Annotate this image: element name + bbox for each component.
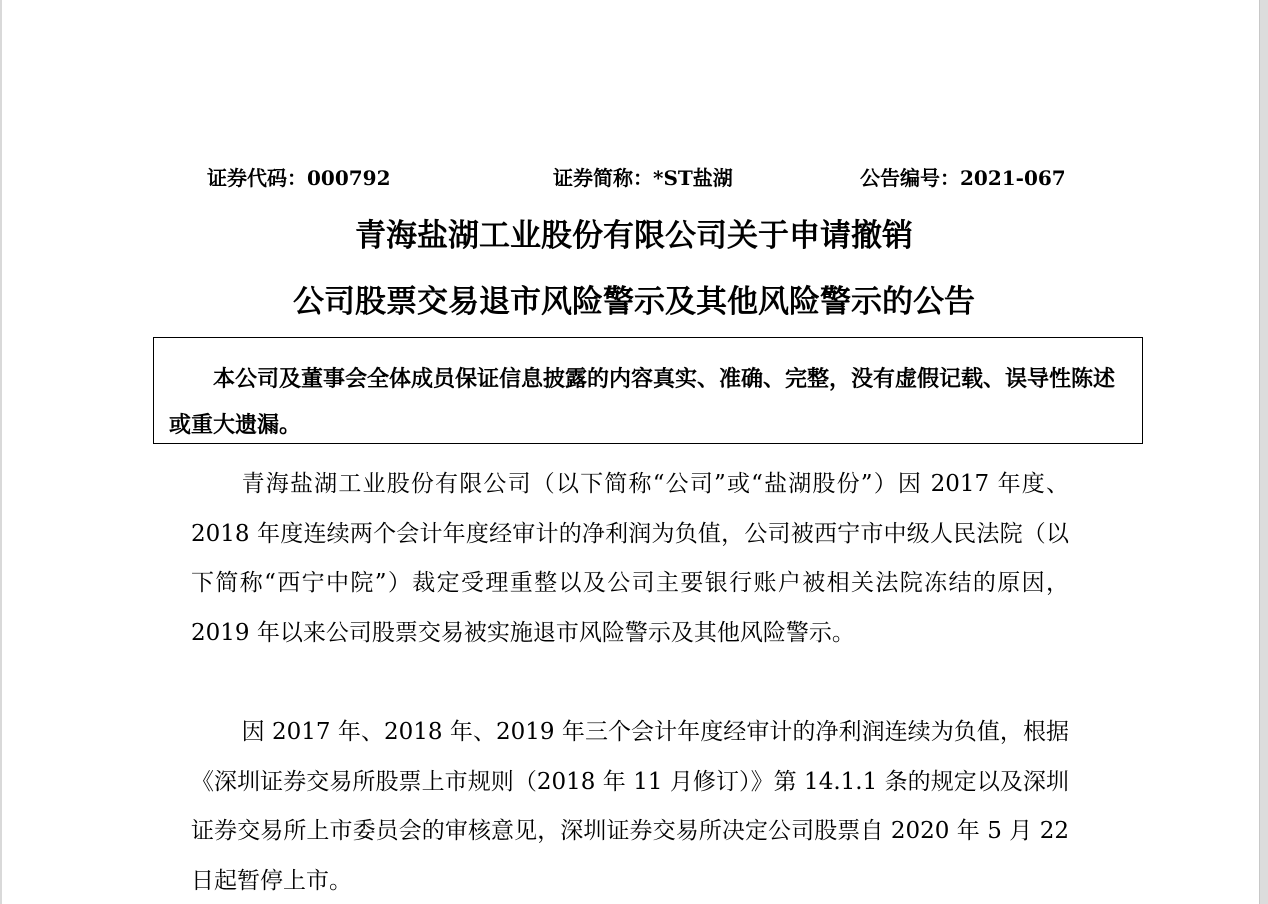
page-left-edge	[0, 0, 2, 904]
stock-short-name: 证券简称：*ST盐湖	[553, 166, 733, 190]
window-right-edge	[1259, 0, 1268, 904]
board-guarantee-notice-text: 本公司及董事会全体成员保证信息披露的内容真实、准确、完整，没有虚假记载、误导性陈述或重大遗漏。	[169, 366, 1116, 438]
body-paragraph: 因 2017 年、2018 年、2019 年三个会计年度经审计的净利润连续为负值，根据《深圳证券交易所股票上市规则（2018 年 11 月修订）》第 14.1.1 条的规定以及深圳证券交易所上市委员会的审核意见，深圳证券交易所决定公司股票自 2020 年 5 月 22 日起暂停上市。	[191, 719, 1069, 894]
board-guarantee-notice-box	[153, 337, 1143, 444]
announcement-number: 公告编号：2021-067	[860, 166, 1066, 190]
document-title-line-2: 公司股票交易退市风险警示及其他风险警示的公告	[293, 284, 975, 320]
stock-code: 证券代码：000792	[207, 166, 391, 190]
document-title-line-1: 青海盐湖工业股份有限公司关于申请撤销	[355, 218, 913, 254]
body-paragraph: 青海盐湖工业股份有限公司（以下简称“公司”或“盐湖股份”）因 2017 年度、2018 年度连续两个会计年度经审计的净利润为负值，公司被西宁市中级人民法院（以下简称“西宁中院”）裁定受理重整以及公司主要银行账户被相关法院冻结的原因，2019 年以来公司股票交易被实施退市风险警示及其他风险警示。	[191, 471, 1069, 646]
